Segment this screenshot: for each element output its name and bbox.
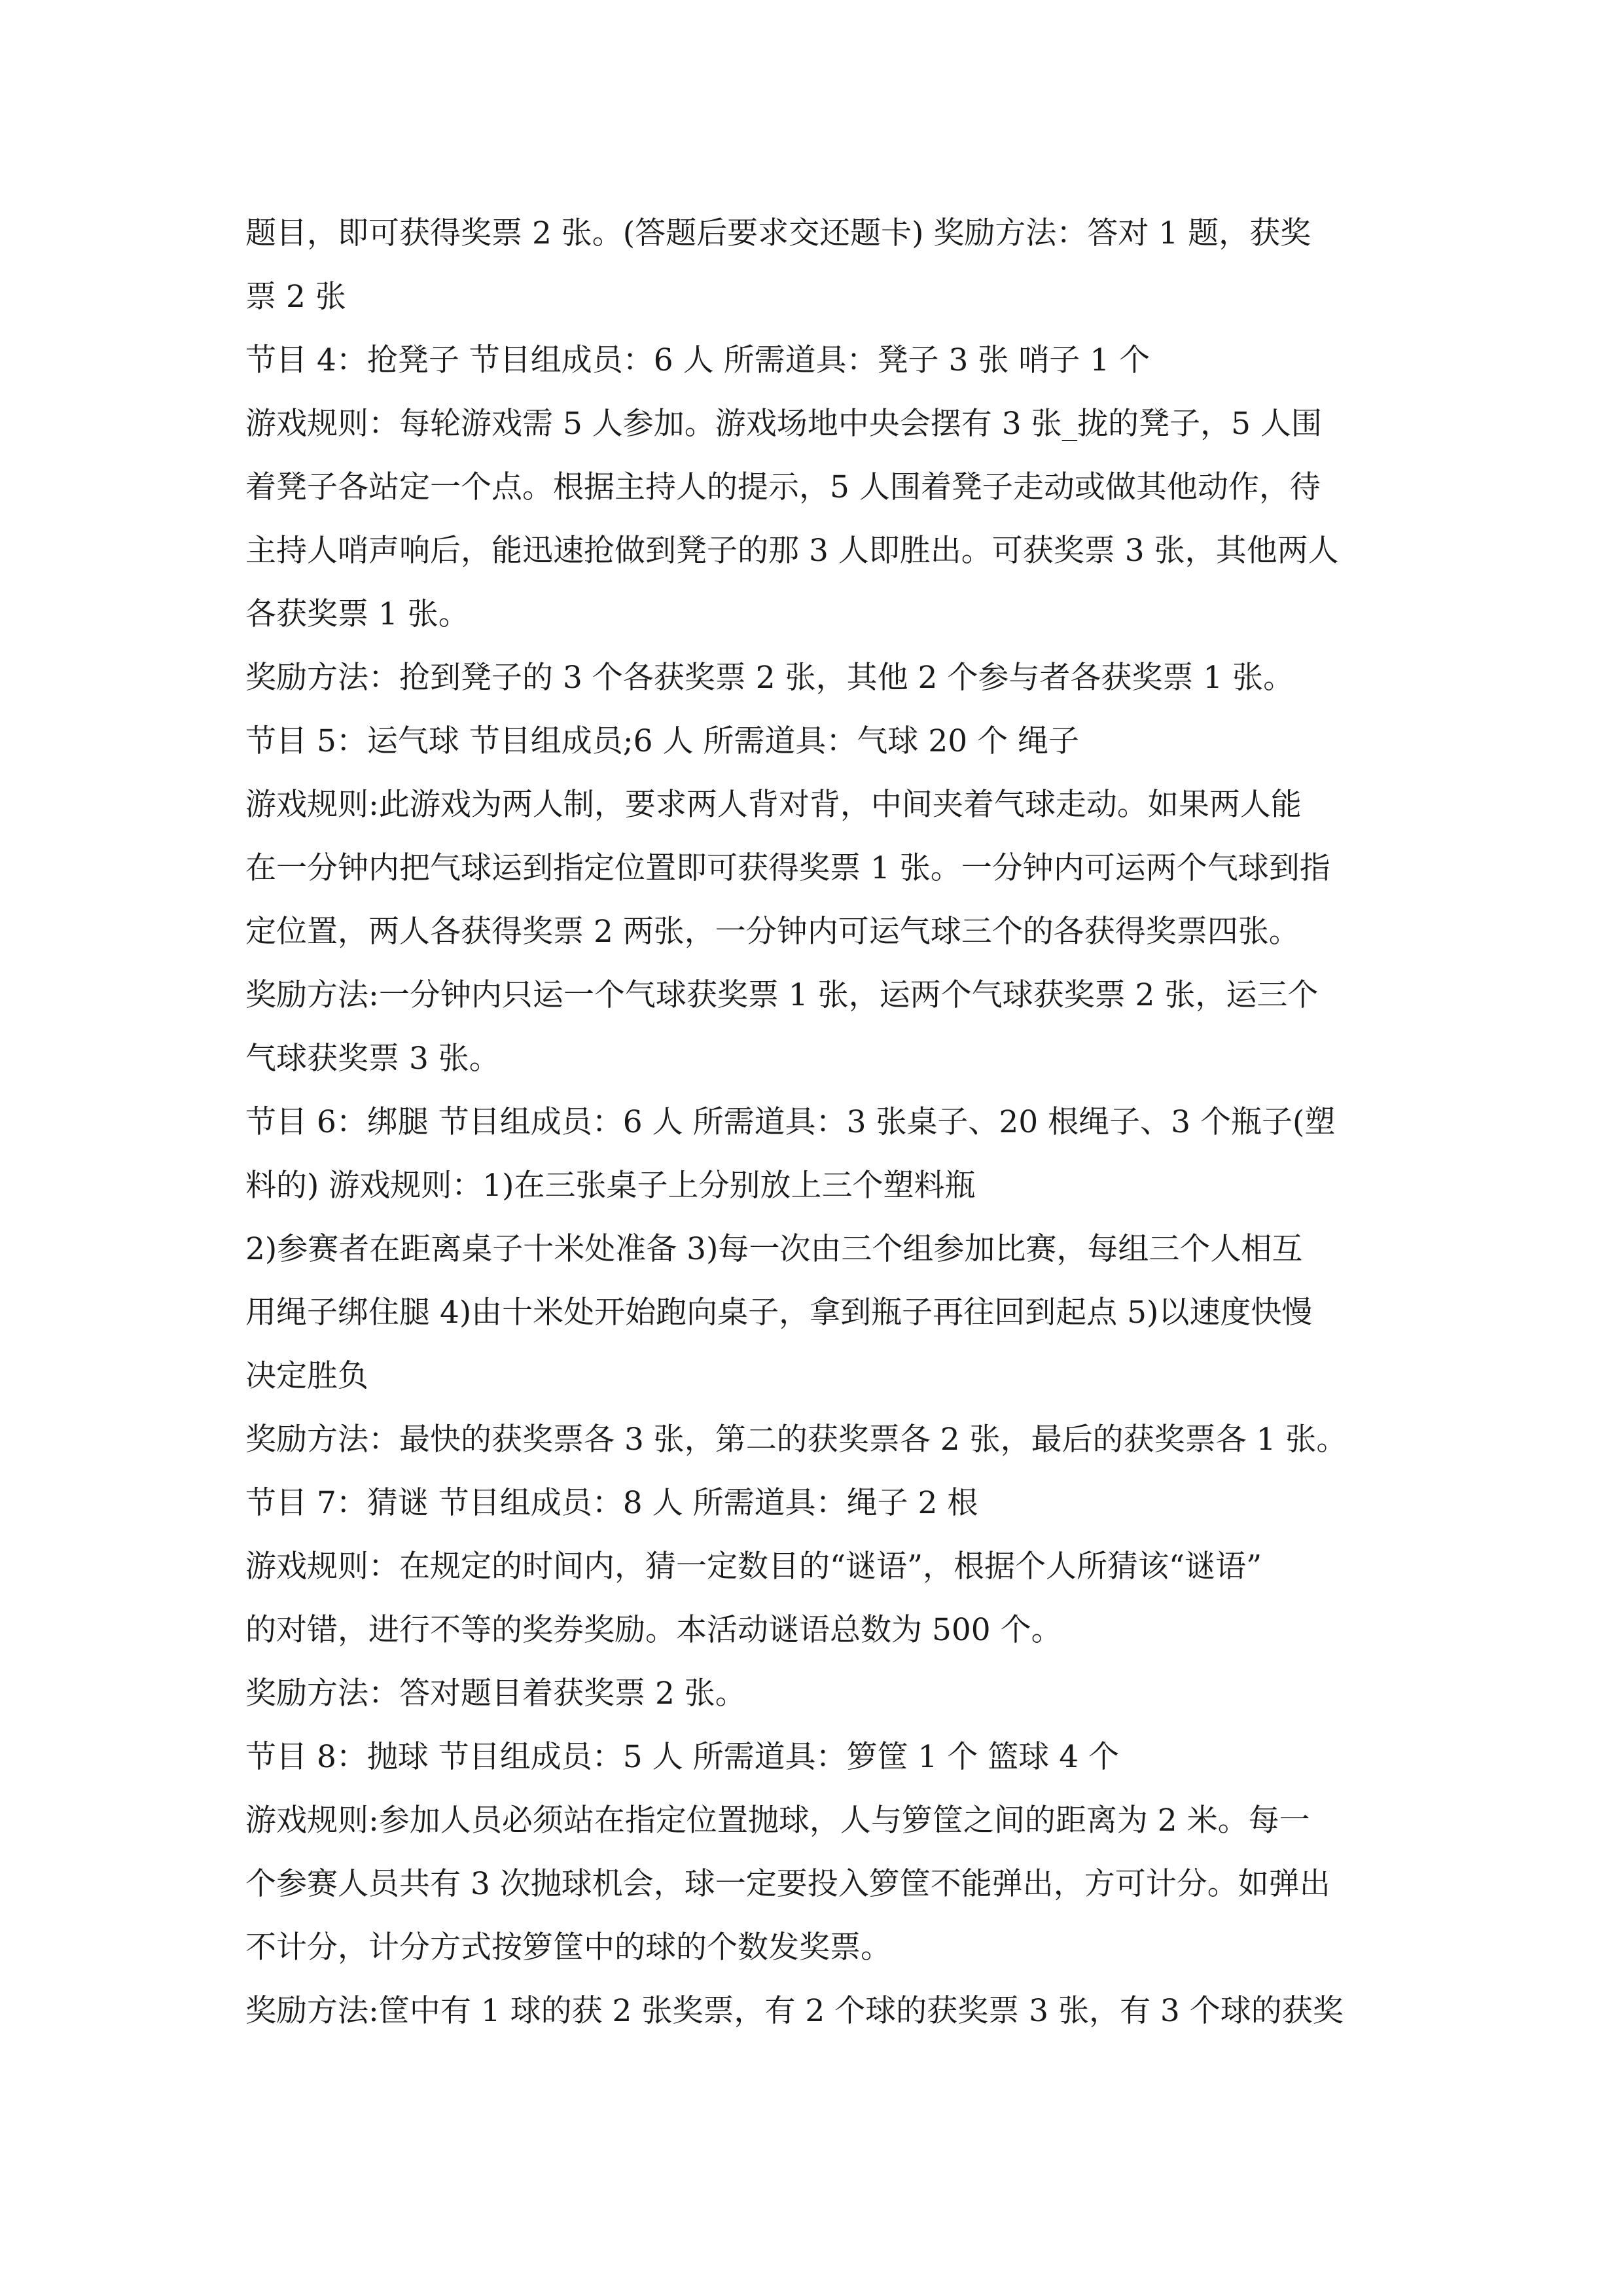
text-line: 游戏规则：在规定的时间内，猜一定数目的“谜语”，根据个人所猜该“谜语” xyxy=(245,1549,1262,1585)
text-line: 游戏规则：每轮游戏需 5 人参加。游戏场地中央会摆有 3 张_拢的凳子，5 人围 xyxy=(245,406,1322,442)
text-line: 游戏规则:此游戏为两人制，要求两人背对背，中间夹着气球走动。如果两人能 xyxy=(245,787,1302,823)
program-6-heading: 节目 6：绑腿 节目组成员：6 人 所需道具：3 张桌子、20 根绳子、3 个瓶子(塑 xyxy=(245,1104,1336,1140)
text-line: 奖励方法：最快的获奖票各 3 张，第二的获奖票各 2 张，最后的获奖票各 1 张。 xyxy=(245,1422,1347,1458)
text-line: 在一分钟内把气球运到指定位置即可获得奖票 1 张。一分钟内可运两个气球到指 xyxy=(245,850,1330,886)
text-line: 不计分，计分方式按箩筐中的球的个数发奖票。 xyxy=(245,1929,891,1965)
text-line: 个参赛人员共有 3 次抛球机会，球一定要投入箩筐不能弹出，方可计分。如弹出 xyxy=(245,1866,1330,1902)
program-7-heading: 节目 7：猜谜 节目组成员：8 人 所需道具：绳子 2 根 xyxy=(245,1485,978,1521)
program-8-heading: 节目 8：抛球 节目组成员：5 人 所需道具：箩筐 1 个 篮球 4 个 xyxy=(245,1739,1120,1775)
text-line: 的对错，进行不等的奖券奖励。本活动谜语总数为 500 个。 xyxy=(245,1612,1062,1648)
text-line: 用绳子绑住腿 4)由十米处开始跑向桌子，拿到瓶子再往回到起点 5)以速度快慢 xyxy=(245,1295,1313,1331)
text-line: 定位置，两人各获得奖票 2 两张，一分钟内可运气球三个的各获得奖票四张。 xyxy=(245,914,1300,950)
text-line: 奖励方法：答对题目着获奖票 2 张。 xyxy=(245,1676,746,1712)
text-line: 着凳子各站定一个点。根据主持人的提示，5 人围着凳子走动或做其他动作，待 xyxy=(245,469,1321,505)
text-line: 票 2 张 xyxy=(245,279,346,315)
text-line: 2)参赛者在距离桌子十米处准备 3)每一次由三个组参加比赛，每组三个人相互 xyxy=(245,1231,1303,1267)
text-line: 奖励方法:一分钟内只运一个气球获奖票 1 张，运两个气球获奖票 2 张，运三个 xyxy=(245,977,1319,1013)
text-line: 各获奖票 1 张。 xyxy=(245,596,469,632)
text-line: 气球获奖票 3 张。 xyxy=(245,1041,500,1077)
text-line: 料的) 游戏规则：1)在三张桌子上分别放上三个塑料瓶 xyxy=(245,1168,976,1204)
document-body xyxy=(245,202,1397,2043)
text-line: 奖励方法：抢到凳子的 3 个各获奖票 2 张，其他 2 个参与者各获奖票 1 张。 xyxy=(245,660,1294,696)
text-line: 主持人哨声响后，能迅速抢做到凳子的那 3 人即胜出。可获奖票 3 张，其他两人 xyxy=(245,533,1339,569)
program-4-heading: 节目 4：抢凳子 节目组成员：6 人 所需道具：凳子 3 张 哨子 1 个 xyxy=(245,342,1150,378)
text-line: 题目，即可获得奖票 2 张。(答题后要求交还题卡) 奖励方法：答对 1 题，获奖 xyxy=(245,215,1311,251)
text-line: 游戏规则:参加人员必须站在指定位置抛球，人与箩筐之间的距离为 2 米。每一 xyxy=(245,1803,1310,1839)
program-5-heading: 节目 5：运气球 节目组成员;6 人 所需道具：气球 20 个 绳子 xyxy=(245,723,1080,759)
text-line: 决定胜负 xyxy=(245,1358,368,1394)
text-line: 奖励方法:筐中有 1 球的获 2 张奖票，有 2 个球的获奖票 3 张，有 3 个球的获奖 xyxy=(245,1993,1344,2029)
